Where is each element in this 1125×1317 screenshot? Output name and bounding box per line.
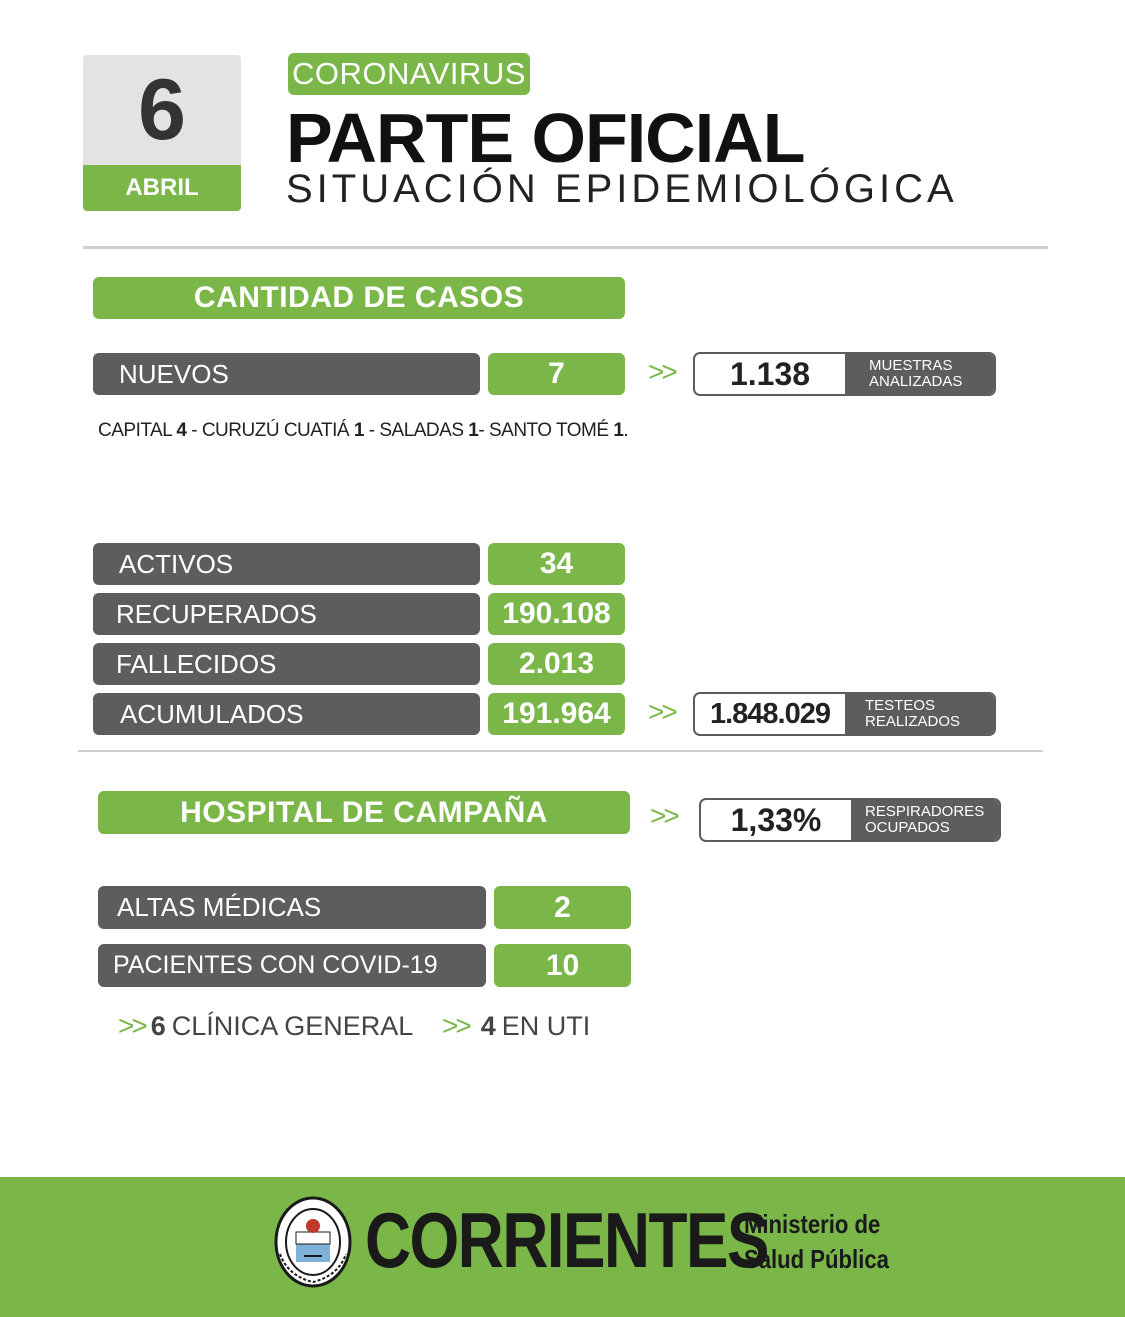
patients-value: 10: [494, 944, 631, 987]
icu-note: [442, 1010, 590, 1042]
samples-value: 1.138: [729, 355, 811, 392]
general-clinic-note: [118, 1010, 413, 1042]
breakdown-count: 1: [613, 420, 624, 441]
arrows-icon: >>: [648, 356, 675, 387]
tests-label: [845, 694, 994, 734]
arrows-icon: >>: [442, 1010, 469, 1041]
deceased-value: 2.013: [488, 643, 625, 685]
coronavirus-tag: CORONAVIRUS: [288, 53, 530, 95]
tests-box: [693, 692, 996, 736]
recovered-value: 190.108: [488, 593, 625, 635]
page-subtitle: SITUACIÓN EPIDEMIOLÓGICA: [286, 167, 958, 211]
respirators-box: [699, 798, 1001, 842]
icu-count: 4: [480, 1010, 496, 1041]
tests-label-line1: TESTEOS: [865, 697, 936, 714]
deceased-label: FALLECIDOS: [93, 643, 480, 685]
breakdown-separator: -: [363, 420, 380, 441]
samples-label-line2: ANALIZADAS: [869, 373, 963, 390]
arrows-icon: >>: [118, 1010, 145, 1041]
ministry-line2: Salud Pública: [744, 1244, 889, 1274]
page-title: PARTE OFICIAL: [286, 99, 805, 177]
accumulated-label: ACUMULADOS: [93, 693, 480, 735]
active-value: 34: [488, 543, 625, 585]
samples-box: [693, 352, 996, 396]
icu-label: EN UTI: [501, 1010, 591, 1041]
tests-value: 1.848.029: [709, 697, 830, 730]
breakdown-count: 1: [468, 420, 479, 441]
breakdown-count: 4: [176, 420, 187, 441]
cases-breakdown: [98, 420, 628, 442]
tests-label-line2: REALIZADOS: [865, 713, 961, 730]
respirators-label: [851, 800, 999, 840]
ministry-line1: Ministerio de: [744, 1209, 881, 1239]
breakdown-place: SANTO TOMÉ: [488, 420, 609, 441]
province-seal-icon: [274, 1194, 352, 1288]
arrows-icon: >>: [650, 800, 677, 831]
header-divider: [83, 246, 1048, 249]
samples-label-line1: MUESTRAS: [869, 357, 953, 374]
date-badge: [83, 55, 241, 211]
general-clinic-label: CLÍNICA GENERAL: [171, 1010, 414, 1041]
respirators-label-line1: RESPIRADORES: [865, 803, 985, 820]
accumulated-value: 191.964: [488, 693, 625, 735]
discharges-label: ALTAS MÉDICAS: [98, 886, 486, 929]
breakdown-separator: -: [478, 420, 489, 441]
respirators-value: 1,33%: [730, 801, 822, 838]
date-month: ABRIL: [83, 165, 241, 211]
hospital-section-header: HOSPITAL DE CAMPAÑA: [98, 791, 630, 834]
active-label: ACTIVOS: [93, 543, 480, 585]
section-divider: [78, 750, 1043, 752]
date-day: 6: [138, 61, 186, 158]
new-cases-label: NUEVOS: [93, 353, 480, 395]
new-cases-value: 7: [488, 353, 625, 395]
breakdown-count: 1: [353, 420, 364, 441]
discharges-value: 2: [494, 886, 631, 929]
breakdown-place: CAPITAL: [98, 420, 172, 441]
samples-label: [845, 354, 994, 394]
breakdown-place: SALADAS: [379, 420, 464, 441]
breakdown-separator: .: [623, 420, 629, 441]
cases-section-header: CANTIDAD DE CASOS: [93, 277, 625, 319]
general-clinic-count: 6: [150, 1010, 166, 1041]
recovered-label: RECUPERADOS: [93, 593, 480, 635]
respirators-label-line2: OCUPADOS: [865, 819, 950, 836]
footer-ministry: [744, 1207, 889, 1277]
breakdown-place: CURUZÚ CUATIÁ: [201, 420, 350, 441]
footer-brand: CORRIENTES: [365, 1196, 768, 1284]
breakdown-separator: -: [186, 420, 202, 441]
patients-label: PACIENTES CON COVID-19: [98, 944, 486, 987]
arrows-icon: >>: [648, 696, 675, 727]
